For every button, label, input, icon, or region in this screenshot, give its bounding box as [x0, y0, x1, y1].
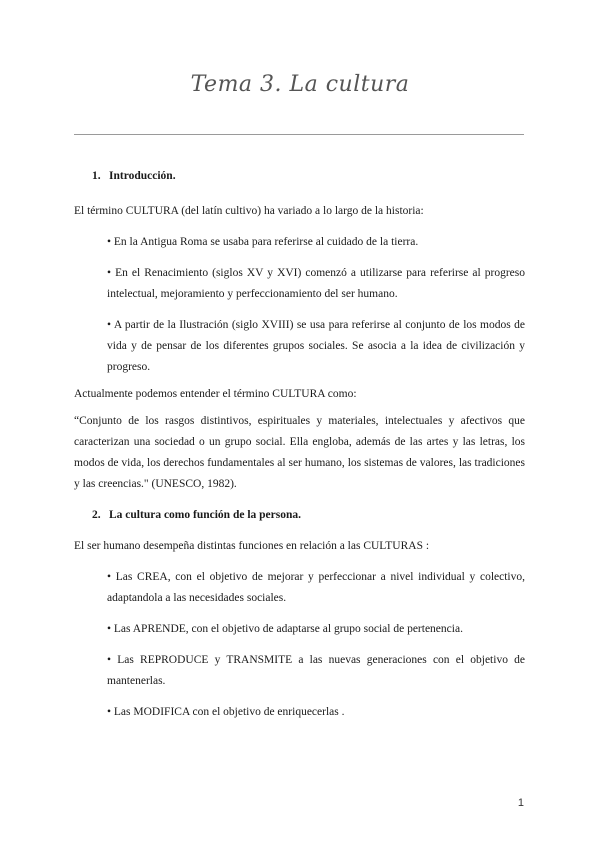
title-divider — [74, 134, 524, 135]
page-title: Tema 3. La cultura — [190, 72, 410, 97]
section-2-bullet-3: • Las REPRODUCE y TRANSMITE a las nuevas generaciones con el objetivo de mantenerlas. — [107, 654, 525, 687]
section-2-bullet-1: • Las CREA, con el objetivo de mejorar y perfeccionar a nivel individual y colectivo, adaptandola a las necesidades sociales. — [107, 571, 525, 604]
section-1-intro: El término CULTURA (del latín cultivo) ha variado a lo largo de la historia: — [74, 205, 424, 217]
section-2-bullet-2: • Las APRENDE, con el objetivo de adaptarse al grupo social de pertenencia. — [107, 623, 463, 635]
page-number: 1 — [517, 797, 524, 809]
section-1-current-definition-intro: Actualmente podemos entender el término CULTURA como: — [74, 388, 357, 400]
section-1-bullet-1: • En la Antigua Roma se usaba para referirse al cuidado de la tierra. — [107, 236, 419, 248]
document-body — [74, 166, 525, 723]
section-1-number: 1. — [92, 170, 101, 182]
section-2-intro: El ser humano desempeña distintas funciones en relación a las CULTURAS : — [74, 540, 430, 552]
section-2-heading — [92, 505, 525, 526]
unesco-quote: “Conjunto de los rasgos distintivos, espirituales y materiales, intelectuales y afectivos que caracterizan una sociedad o un grupo social. Ella engloba, además de las artes y las letras, los modos de vida, los derechos fundamentales al ser humano, los sistemas de valores, las tradiciones y las creencias." (UNESCO, 1982). — [74, 415, 525, 490]
section-2-number: 2. — [92, 509, 101, 521]
section-1-heading — [92, 166, 525, 187]
section-1-bullet-2: • En el Renacimiento (siglos XV y XVI) comenzó a utilizarse para referirse al progreso intelectual, mejoramiento y perfeccionamiento del ser humano. — [107, 267, 525, 300]
section-1-bullet-3: • A partir de la Ilustración (siglo XVIII) se usa para referirse al conjunto de los modos de vida y de pensar de los diferentes grupos sociales. Se asocia a la idea de civilización y progreso. — [107, 319, 525, 373]
section-2-bullet-4: • Las MODIFICA con el objetivo de enriquecerlas . — [107, 706, 345, 718]
section-2-title: La cultura como función de la persona. — [109, 509, 301, 521]
section-1-title: Introducción. — [109, 170, 176, 182]
